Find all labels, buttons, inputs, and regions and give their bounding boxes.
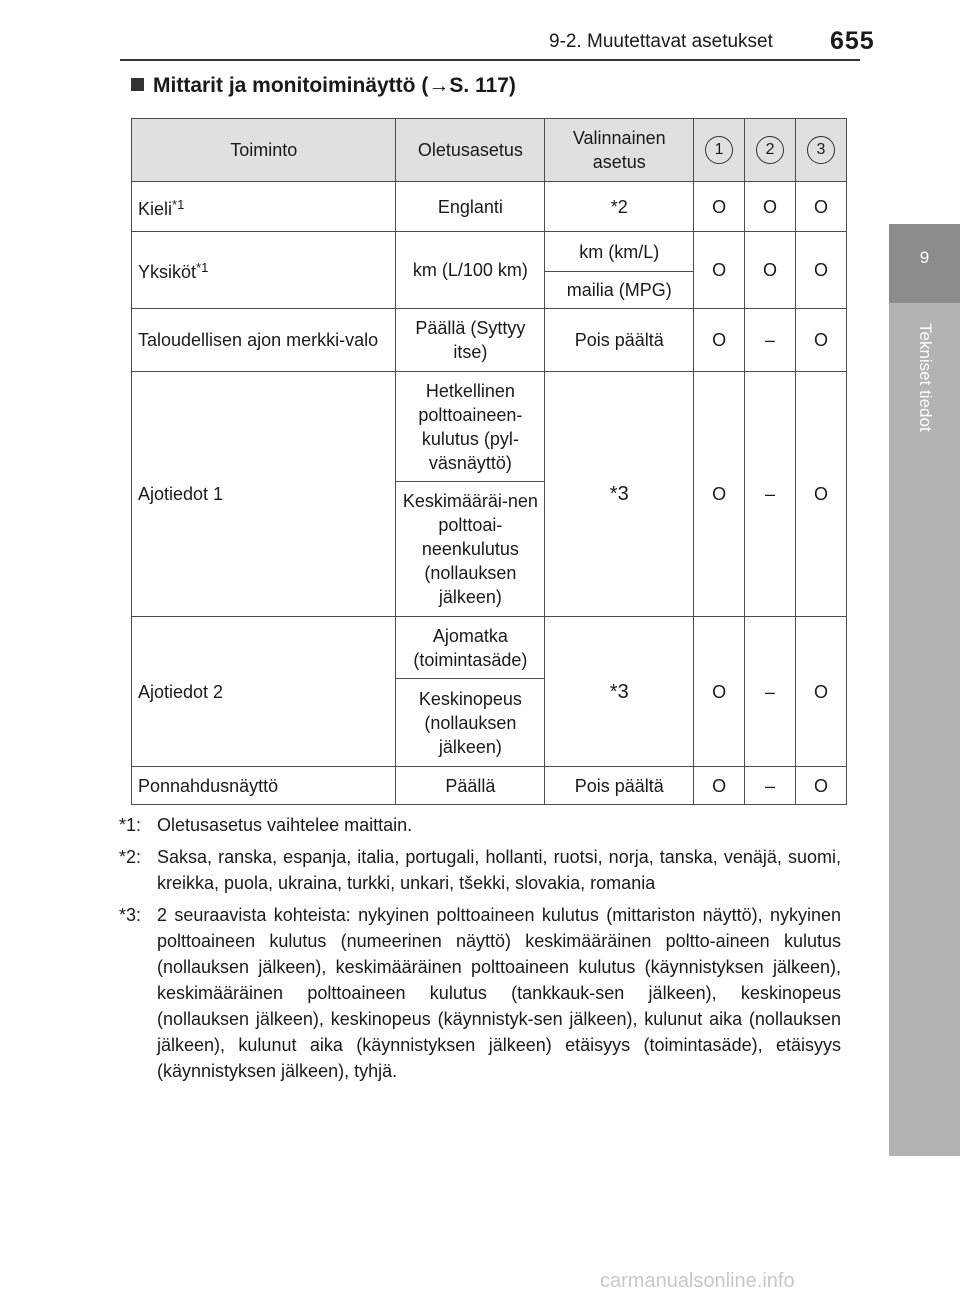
header-col3 [796,119,847,182]
square-bullet-icon [131,78,144,91]
cell-default: km (L/100 km) [396,232,545,309]
chapter-tab [889,224,960,303]
footnote [119,844,841,896]
cell-col2: – [745,767,796,805]
section-title [131,74,516,98]
table-row [132,767,847,805]
cell-default: Päällä (Syttyy itse) [396,309,545,372]
cell-col1: O [694,767,745,805]
cell-default: Keskimääräi-nen polttoai-neenkulutus (nollauksen jälkeen) [396,482,545,617]
cell-function: Kieli$^{*1}$ [132,182,396,232]
cell-col2: – [745,617,796,767]
header-default: Oletusasetus [396,119,545,182]
cell-optional: km (km/L) [545,232,694,272]
cell-optional: Pois päältä [545,767,694,805]
chapter-title: Tekniset tiedot [915,323,935,432]
cell-optional: *2 [545,182,694,232]
cell-col2: O [745,182,796,232]
table-row [132,232,847,272]
cell-col1: O [694,309,745,372]
cell-col1: O [694,617,745,767]
table-header-row [132,119,847,182]
circled-number-2: 2 [756,136,784,164]
header-rule [120,59,860,61]
cell-col3: O [796,372,847,617]
cell-optional: Pois päältä [545,309,694,372]
cell-default: Keskinopeus (nollauksen jälkeen) [396,679,545,767]
footnote-mark: *3: [119,905,142,925]
page-number: 655 [830,27,875,55]
footnote-mark: *1: [119,815,142,835]
header-col1 [694,119,745,182]
cell-function: Taloudellisen ajon merkki-valo [132,309,396,372]
cell-col3: O [796,767,847,805]
cell-col1: O [694,372,745,617]
watermark: carmanualsonline.info [600,1270,795,1292]
cell-default: Ajomatka (toimintasäde) [396,617,545,679]
cell-col3: O [796,309,847,372]
section-heading: 9-2. Muutettavat asetukset [549,31,773,52]
circled-number-3: 3 [807,136,835,164]
footnote-text: 2 seuraavista kohteista: nykyinen polttoaineen kulutus (mittariston näyttö), nykyinen polttoaineen kulutus (numeerinen näyttö) keskimääräinen poltto-aineen kulutus (nollauksen jälkeen), keskimääräinen polttoaineen kulutus (käynnistyksen jälkeen), keskimääräinen polttoaineen kulutus (tankkauk-sen jälkeen), keskinopeus (nollauksen jälkeen), keskinopeus (käynnistyk-sen jälkeen), kulunut aika (nollauksen jälkeen), kulunut aika (käynnistyksen jälkeen) etäisyys (toimintasäde), etäisyys (käynnistyksen jälkeen), tyhjä. [157,905,841,1081]
cell-default: Päällä [396,767,545,805]
cell-function: Ponnahdusnäyttö [132,767,396,805]
cell-default: Hetkellinen polttoaineen-kulutus (pyl-väsnäyttö) [396,372,545,482]
section-title-text: Mittarit ja monitoiminäyttö (→S. 117) [153,74,516,97]
table-row [132,617,847,679]
table-row [132,372,847,482]
footnote [119,902,841,1084]
header-function: Toiminto [132,119,396,182]
circled-number-1: 1 [705,136,733,164]
footnote [119,812,841,838]
header-col2 [745,119,796,182]
footnote-text: Saksa, ranska, espanja, italia, portugali, hollanti, ruotsi, norja, tanska, venäjä, suomi, kreikka, puola, ukraina, turkki, unkari, tšekki, slovakia, romania [157,847,841,893]
chapter-label-bar [889,303,960,1156]
cell-optional: *3 [545,372,694,617]
cell-col2: O [745,232,796,309]
cell-col3: O [796,232,847,309]
cell-col1: O [694,182,745,232]
cell-function: Ajotiedot 1 [132,372,396,617]
header-optional: Valinnainen asetus [545,119,694,182]
cell-col3: O [796,182,847,232]
cell-col3: O [796,617,847,767]
cell-col1: O [694,232,745,309]
footnote-mark: *2: [119,847,142,867]
footnotes [119,812,841,1090]
table-row [132,309,847,372]
chapter-number: 9 [919,248,930,267]
cell-col2: – [745,372,796,617]
cell-default: Englanti [396,182,545,232]
cell-optional: *3 [545,617,694,767]
footnote-text: Oletusasetus vaihtelee maittain. [157,815,413,835]
cell-function: Ajotiedot 2 [132,617,396,767]
cell-function: Yksiköt$^{*1}$ [132,232,396,309]
table-row [132,182,847,232]
cell-col2: – [745,309,796,372]
cell-optional: mailia (MPG) [545,272,694,309]
settings-table [131,118,847,805]
page-header [0,0,960,60]
